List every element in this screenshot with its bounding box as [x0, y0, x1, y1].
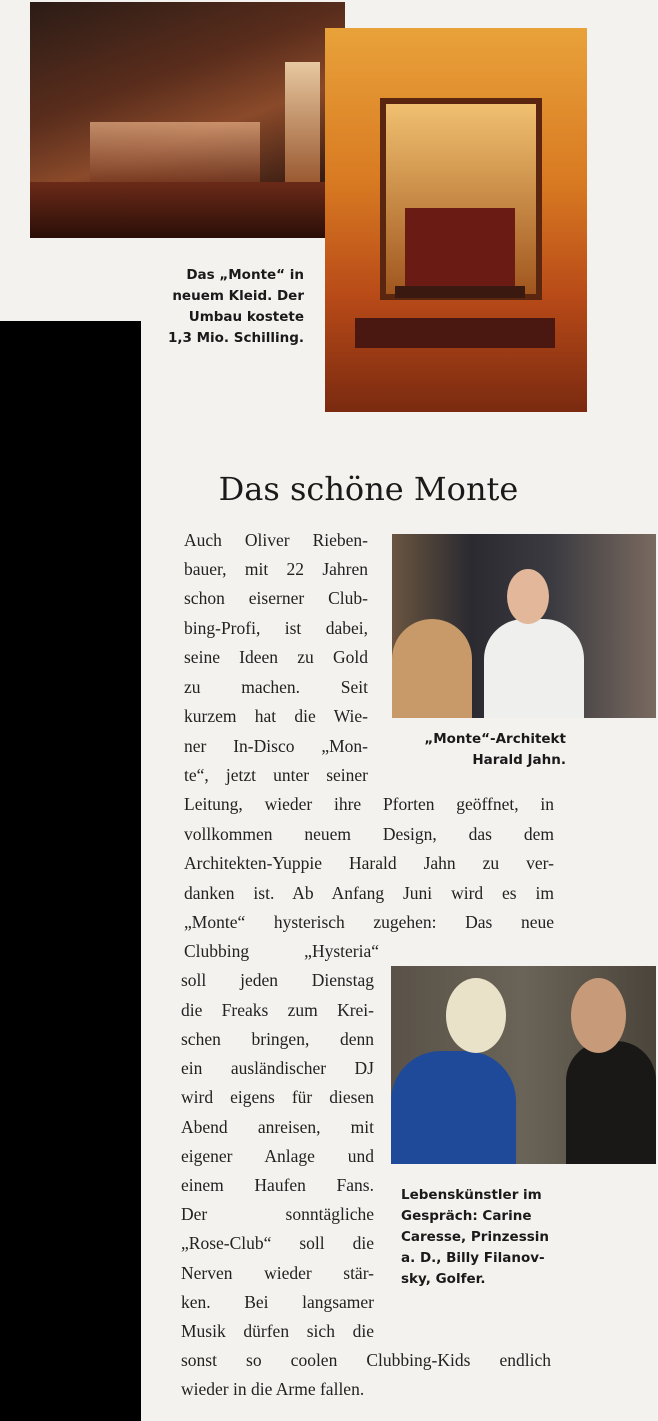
body-line: Architekten-Yuppie Harald Jahn zu ver-	[184, 853, 554, 873]
caption-conversation	[401, 1185, 571, 1290]
caption-line: Umbau kostete	[188, 309, 304, 325]
caption-line: neuem Kleid. Der	[172, 288, 304, 304]
body-line: Leitung, wieder ihre Pforten geöffnet, in	[184, 794, 554, 814]
body-line: soll jeden Dienstag	[181, 970, 374, 990]
body-line: sonst so coolen Clubbing-Kids endlich	[181, 1350, 551, 1370]
caption-line: Lebenskünstler im	[401, 1187, 542, 1203]
body-line: Clubbing „Hysteria“	[184, 941, 379, 961]
body-line: te“, jetzt unter seiner	[184, 765, 368, 785]
architect-head	[507, 569, 549, 624]
caption-architect	[400, 729, 566, 771]
body-line: Musik dürfen sich die	[181, 1321, 374, 1341]
woman-hair	[392, 619, 472, 718]
body-line: Abend anreisen, mit	[181, 1117, 374, 1137]
bench	[355, 318, 555, 348]
body-line: vollkommen neuem Design, das dem	[184, 824, 554, 844]
blonde-woman-head	[446, 978, 506, 1053]
man-head	[571, 978, 626, 1053]
body-line: wird eigens für diesen	[181, 1087, 374, 1107]
caption-line: Caresse, Prinzessin	[401, 1229, 549, 1245]
body-line: wieder in die Arme fallen.	[181, 1379, 365, 1399]
body-line: bing-Profi, ist dabei,	[184, 618, 368, 638]
caption-line: Harald Jahn.	[472, 752, 566, 768]
caption-line: Das „Monte“ in	[186, 267, 304, 283]
body-line: schen bringen, denn	[181, 1029, 374, 1049]
body-line: ken. Bei langsamer	[181, 1292, 374, 1312]
caption-line: „Monte“-Architekt	[424, 731, 566, 747]
architect-photo	[392, 534, 656, 718]
article-title: Das schöne Monte	[218, 470, 519, 508]
pillar	[285, 62, 320, 182]
caption-line: sky, Golfer.	[401, 1271, 486, 1287]
body-line: einem Haufen Fans.	[181, 1175, 374, 1195]
body-line: zu machen. Seit	[184, 677, 368, 697]
booth-seat	[405, 208, 515, 288]
body-line: eigener Anlage und	[181, 1146, 374, 1166]
caption-line: Gespräch: Carine	[401, 1208, 532, 1224]
body-line: danken ist. Ab Anfang Juni wird es im	[184, 883, 554, 903]
body-line: Der sonntägliche	[181, 1204, 374, 1224]
body-line: Nerven wieder stär-	[181, 1263, 374, 1283]
caption-line: 1,3 Mio. Schilling.	[167, 330, 304, 346]
black-margin-strip	[0, 321, 141, 1421]
body-line: seine Ideen zu Gold	[184, 647, 368, 667]
body-line: „Monte“ hysterisch zugehen: Das neue	[184, 912, 554, 932]
bar-counter	[90, 122, 260, 182]
body-line: ein ausländischer DJ	[181, 1058, 374, 1078]
body-line: ner In-Disco „Mon-	[184, 736, 368, 756]
body-line: kurzem hat die Wie-	[184, 706, 368, 726]
floor	[30, 182, 345, 238]
white-shirt	[484, 619, 584, 718]
body-line: die Freaks zum Krei-	[181, 1000, 374, 1020]
caption-club-renovation	[160, 265, 304, 349]
table	[395, 286, 525, 298]
conversation-photo	[391, 966, 656, 1164]
body-line: bauer, mit 22 Jahren	[184, 559, 368, 579]
booth-photo	[325, 28, 587, 412]
body-line: schon eiserner Club-	[184, 588, 368, 608]
man-black-jacket	[566, 1041, 656, 1164]
club-interior-photo	[30, 2, 345, 238]
body-line: „Rose-Club“ soll die	[181, 1233, 374, 1253]
body-line: Auch Oliver Rieben-	[184, 530, 368, 550]
blue-jacket	[391, 1051, 516, 1164]
caption-line: a. D., Billy Filanov-	[401, 1250, 545, 1266]
